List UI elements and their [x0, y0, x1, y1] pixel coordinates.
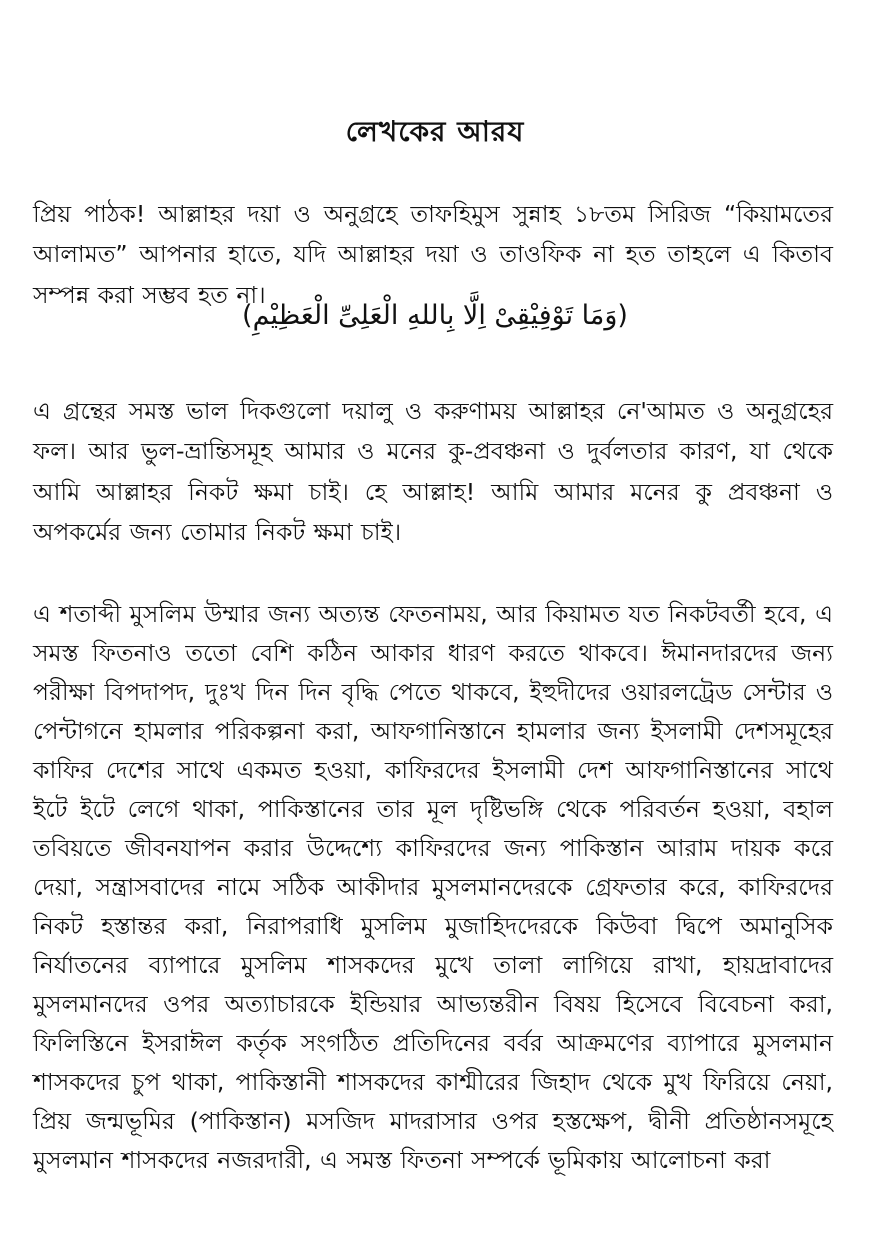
arabic-verse: (وَمَا تَوْفِيْقِىْ اِلَّا بِاللهِ الْعَلِىِّ الْعَظِيْمِ) [242, 300, 628, 331]
paragraph-intro: প্রিয় পাঠক! আল্লাহর দয়া ও অনুগ্রহে তাফহিমুস সুন্নাহ ১৮তম সিরিজ “কিয়ামতের আলামত” আপনার হাতে, যদি আল্লাহর দয়া ও তাওফিক না হত তাহলে এ কিতাব সম্পন্ন করা সম্ভব হত না। [33, 199, 833, 309]
paragraph-gratitude: এ গ্রন্থের সমস্ত ভাল দিকগুলো দয়ালু ও করুণাময় আল্লাহর নে'আমত ও অনুগ্রহের ফল। আর ভুল-ভ্রান্তিসমূহ আমার ও মনের কু-প্রবঞ্চনা ও দুর্বলতার কারণ, যা থেকে আমি আল্লাহর নিকট ক্ষমা চাই। হে আল্লাহ! আমি আমার মনের কু প্রবঞ্চনা ও অপকর্মের জন্য তোমার নিকট ক্ষমা চাই। [33, 396, 833, 546]
paragraph-fitna: এ শতাব্দী মুসলিম উম্মার জন্য অত্যন্ত ফেতনাময়, আর কিয়ামত যত নিকটবর্তী হবে, এ সমস্ত ফিতনাও ততো বেশি কঠিন আকার ধারণ করতে থাকবে। ঈমানদারদের জন্য পরীক্ষা বিপদাপদ, দুঃখ দিন দিন বৃদ্ধি পেতে থাকবে, ইহুদীদের ওয়ারলট্রেড সেন্টার ও পেন্টাগনে হামলার পরিকল্পনা করা, আফগানিস্তানে হামলার জন্য ইসলামী দেশসমূহের কাফির দেশের সাথে একমত হওয়া, কাফিরদের ইসলামী দেশ আফগানিস্তানের সাথে ইটে ইটে লেগে থাকা, পাকিস্তানের তার মূল দৃষ্টিভঙ্গি থেকে পরিবর্তন হওয়া, বহাল তবিয়তে জীবনযাপন করার উদ্দেশ্যে কাফিরদের জন্য পাকিস্তান আরাম দায়ক করে দেয়া, সন্ত্রাসবাদের নামে সঠিক আকীদার মুসলমানদেরকে গ্রেফতার করে, কাফিরদের নিকট হস্তান্তর করা, নিরাপরাধি মুসলিম মুজাহিদদেরকে কিউবা দ্বিপে অমানুসিক নির্যাতনের ব্যাপারে মুসলিম শাসকদের মুখে তালা লাগিয়ে রাখা, হায়দ্রাবাদের মুসলমানদের ওপর অত্যাচারকে ইন্ডিয়ার আভ্যন্তরীন বিষয় হিসেবে বিবেচনা করা, ফিলিস্তিনে ইসরাঈল কর্তৃক সংগঠিত প্রতিদিনের বর্বর আক্রমণের ব্যাপারে মুসলমান শাসকদের চুপ থাকা, পাকিস্তানী শাসকদের কাশ্মীরের জিহাদ থেকে মুখ ফিরিয়ে নেয়া, প্রিয় জন্মভূমির (পাকিস্তান) মসজিদ মাদরাসার ওপর হস্তক্ষেপ, দ্বীনী প্রতিষ্ঠানসমূহে মুসলমান শাসকদের নজরদারী, এ সমস্ত ফিতনা সম্পর্কে ভূমিকায় আলোচনা করা [33, 599, 833, 1174]
page-title: লেখকের আরয [345, 115, 525, 148]
